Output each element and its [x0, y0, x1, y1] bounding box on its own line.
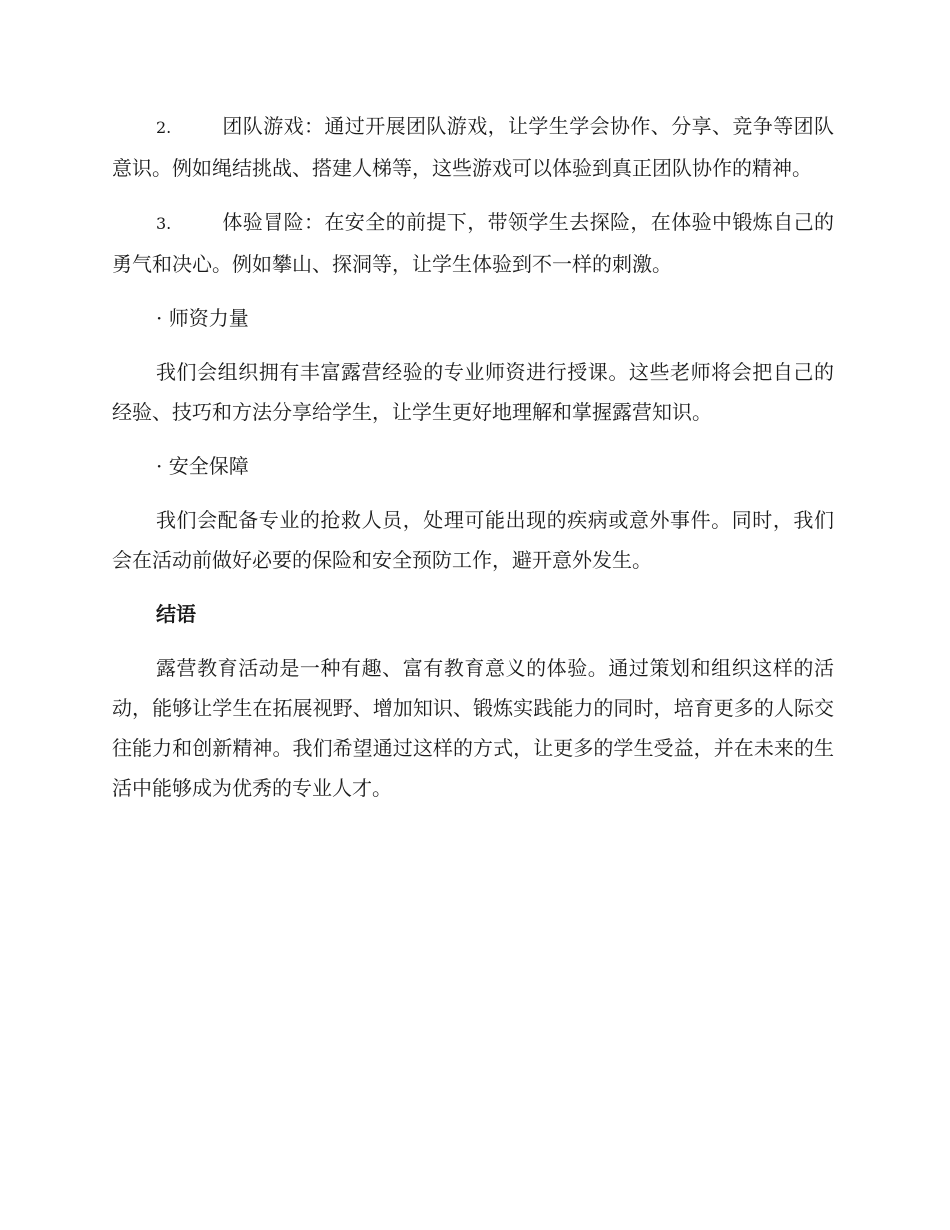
paragraph-safety: 我们会配备专业的抢救人员，处理可能出现的疾病或意外事件。同时，我们会在活动前做好必要的保险和安全预防工作，避开意外发生。 [112, 508, 834, 572]
list-number: 2. [156, 118, 172, 137]
bullet-teachers: · 师资力量 [156, 306, 249, 330]
list-item-text: 团队游戏：通过开展团队游戏，让学生学会协作、分享、竞争等团队意识。例如绳结挑战、搭建人梯等，这些游戏可以体验到真正团队协作的精神。 [112, 114, 834, 180]
list-item-text: 体验冒险：在安全的前提下，带领学生去探险，在体验中锻炼自己的勇气和决心。例如攀山、探洞等，让学生体验到不一样的刺激。 [112, 210, 834, 276]
paragraph-conclusion: 露营教育活动是一种有趣、富有教育意义的体验。通过策划和组织这样的活动，能够让学生在拓展视野、增加知识、锻炼实践能力的同时，培育更多的人际交往能力和创新精神。我们希望通过这样的方式，让更多的学生受益，并在未来的生活中能够成为优秀的专业人才。 [112, 656, 834, 800]
list-item-adventure [112, 202, 834, 284]
list-number: 3. [156, 214, 172, 233]
list-item-team-games [112, 106, 834, 188]
document-page [112, 106, 834, 822]
paragraph-teachers: 我们会组织拥有丰富露营经验的专业师资进行授课。这些老师将会把自己的经验、技巧和方法分享给学生，让学生更好地理解和掌握露营知识。 [112, 360, 834, 424]
bullet-safety: · 安全保障 [156, 454, 249, 478]
conclusion-heading: 结语 [156, 602, 196, 626]
